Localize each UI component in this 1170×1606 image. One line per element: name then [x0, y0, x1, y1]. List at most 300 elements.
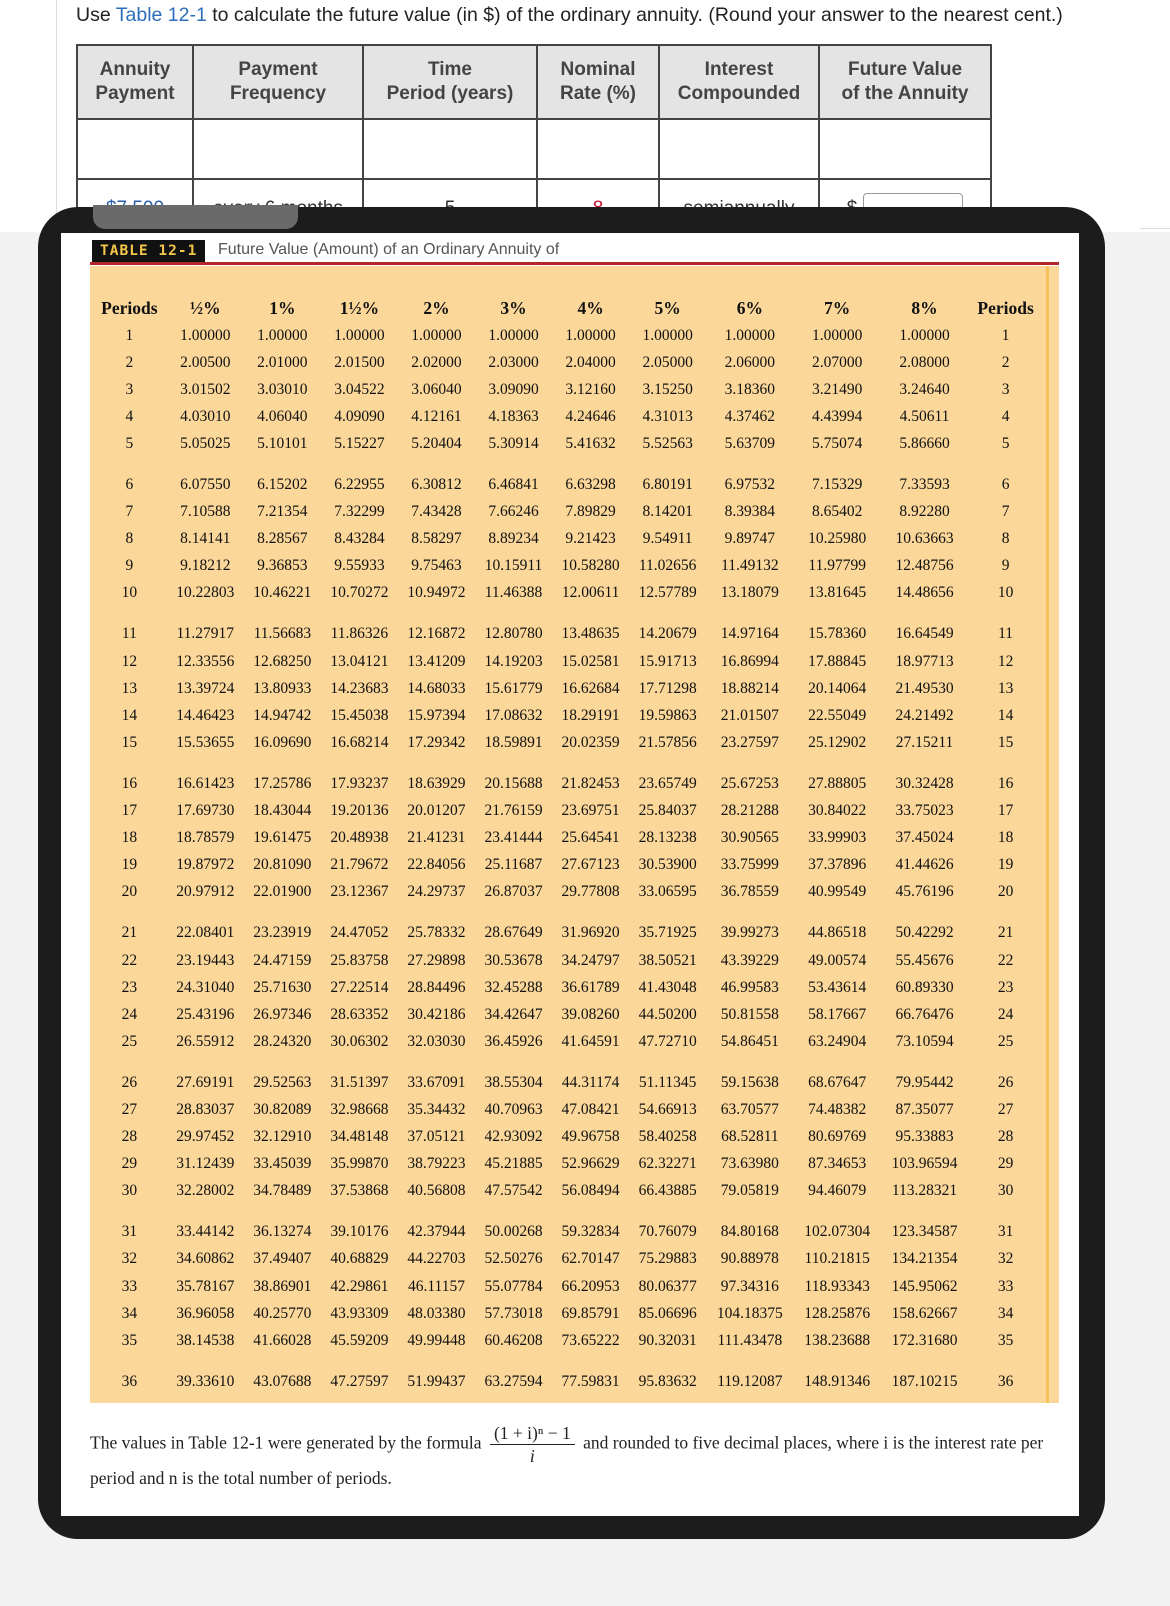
factor-cell: 1.00000	[411, 326, 462, 344]
rate-header: 7%	[824, 297, 851, 318]
factor-cell: 1.00000	[642, 326, 693, 344]
factor-cell: 80.69769	[808, 1128, 867, 1146]
factor-cell: 56.08494	[561, 1182, 620, 1200]
factor-cell: 14.19203	[484, 652, 543, 670]
rate-header: 1½%	[339, 297, 380, 318]
factor-cell: 4.12161	[411, 407, 462, 425]
factor-cell: 6.22955	[334, 476, 385, 494]
factor-cell: 42.29861	[330, 1277, 389, 1295]
factor-cell: 23.12367	[330, 883, 389, 901]
factor-cell: 12.80780	[484, 625, 543, 643]
period-cell: 20	[121, 883, 138, 901]
factor-cell: 6.07550	[180, 476, 231, 494]
factor-cell: 9.75463	[411, 557, 462, 575]
factor-cell: 62.32271	[638, 1155, 697, 1173]
factor-cell: 1.00000	[899, 326, 950, 344]
table-footnote	[90, 1422, 1065, 1490]
factor-cell: 5.20404	[411, 434, 462, 452]
factor-cell: 16.09690	[253, 733, 312, 751]
factor-cell: 41.44626	[895, 856, 954, 874]
row-group-gap	[92, 607, 1043, 621]
factor-cell: 24.47052	[330, 924, 389, 942]
factor-cell: 3.06040	[411, 380, 462, 398]
row-group-gap	[92, 1354, 1043, 1368]
factor-cell: 4.37462	[724, 407, 776, 425]
header-payment-frequency: Payment Frequency	[193, 45, 363, 119]
factor-cell: 41.66028	[253, 1331, 312, 1349]
factor-cell: 5.30914	[488, 434, 539, 452]
factor-cell: 3.04522	[334, 380, 385, 398]
factor-cell: 5.15227	[334, 434, 385, 452]
factor-cell: 5.75074	[811, 434, 863, 452]
factor-cell: 25.12902	[808, 733, 867, 751]
table-row	[92, 621, 1043, 648]
factor-cell: 2.08000	[899, 353, 950, 371]
factor-cell: 38.14538	[176, 1331, 235, 1349]
factor-cell: 22.84056	[407, 856, 466, 874]
factor-cell: 31.96920	[561, 924, 620, 942]
table-row	[92, 852, 1043, 879]
factor-cell: 16.61423	[176, 774, 235, 792]
factor-cell: 30.53678	[484, 951, 543, 969]
factor-cell: 18.97713	[895, 652, 954, 670]
table-row	[92, 825, 1043, 852]
period-cell: 7	[1001, 503, 1010, 521]
period-cell: 28	[997, 1128, 1014, 1146]
period-cell: 32	[121, 1250, 138, 1268]
period-cell: 1	[125, 326, 134, 344]
factor-cell: 36.96058	[176, 1304, 235, 1322]
factor-cell: 12.16872	[407, 625, 466, 643]
factor-cell: 21.41231	[407, 829, 466, 847]
factor-cell: 58.40258	[638, 1128, 697, 1146]
factor-cell: 4.18363	[488, 407, 539, 425]
factor-cell: 14.94742	[253, 706, 312, 724]
factor-cell: 6.80191	[642, 476, 693, 494]
factor-cell: 2.03000	[488, 353, 539, 371]
factor-cell: 28.13238	[638, 829, 697, 847]
period-cell: 9	[1001, 557, 1010, 575]
period-cell: 8	[125, 530, 134, 548]
factor-cell: 21.49530	[895, 679, 954, 697]
period-cell: 30	[121, 1182, 138, 1200]
factor-cell: 37.37896	[808, 856, 867, 874]
period-cell: 25	[997, 1032, 1014, 1050]
factor-cell: 94.46079	[808, 1182, 867, 1200]
factor-cell: 15.53655	[176, 733, 235, 751]
factor-cell: 12.33556	[176, 652, 235, 670]
table-row	[92, 471, 1043, 498]
factor-cell: 34.60862	[176, 1250, 235, 1268]
factor-cell: 11.86326	[330, 625, 389, 643]
factor-cell: 20.14064	[808, 679, 867, 697]
factor-cell: 27.69191	[176, 1073, 235, 1091]
formula	[490, 1422, 575, 1467]
factor-cell: 33.67091	[407, 1073, 466, 1091]
factor-cell: 12.48756	[895, 557, 954, 575]
factor-cell: 25.43196	[176, 1005, 235, 1023]
factor-cell: 77.59831	[561, 1372, 620, 1390]
factor-cell: 2.06000	[724, 353, 776, 371]
factor-cell: 53.43614	[808, 978, 867, 996]
factor-cell: 20.15688	[484, 774, 543, 792]
factor-cell: 52.50276	[484, 1250, 543, 1268]
factor-cell: 1.00000	[811, 326, 863, 344]
factor-cell: 7.66246	[488, 503, 539, 521]
factor-cell: 13.80933	[253, 679, 312, 697]
factor-cell: 27.29898	[407, 951, 466, 969]
factor-cell: 18.88214	[720, 679, 779, 697]
factor-cell: 15.45038	[330, 706, 389, 724]
table-title: Future Value (Amount) of an Ordinary Annuity of	[218, 241, 560, 258]
header-future-value: Future Value of the Annuity	[819, 45, 991, 119]
future-value-table-body	[92, 322, 1043, 1395]
factor-cell: 19.59863	[638, 706, 697, 724]
factor-cell: 113.28321	[891, 1182, 958, 1200]
factor-cell: 20.48938	[330, 829, 389, 847]
factor-cell: 66.43885	[638, 1182, 697, 1200]
factor-cell: 31.51397	[330, 1073, 389, 1091]
factor-cell: 26.87037	[484, 883, 543, 901]
factor-cell: 18.29191	[561, 706, 620, 724]
table-row	[92, 879, 1043, 906]
factor-cell: 12.68250	[253, 652, 312, 670]
periods-header: Periods	[977, 297, 1034, 318]
factor-cell: 68.67647	[808, 1073, 867, 1091]
factor-cell: 15.78360	[808, 625, 867, 643]
header-interest-compounded: Interest Compounded	[659, 45, 819, 119]
factor-cell: 44.22703	[407, 1250, 466, 1268]
factor-cell: 45.76196	[895, 883, 954, 901]
factor-cell: 47.72710	[638, 1032, 697, 1050]
period-cell: 21	[121, 924, 138, 942]
factor-cell: 58.17667	[808, 1005, 867, 1023]
period-cell: 13	[121, 679, 138, 697]
factor-cell: 8.14201	[642, 503, 693, 521]
factor-cell: 36.61789	[561, 978, 620, 996]
factor-cell: 21.57856	[638, 733, 697, 751]
factor-cell: 84.80168	[720, 1223, 779, 1241]
factor-cell: 3.15250	[642, 380, 693, 398]
factor-cell: 50.00268	[484, 1223, 543, 1241]
future-value-table	[92, 294, 1043, 1395]
period-cell: 15	[997, 733, 1014, 751]
panel-divider	[1140, 228, 1170, 229]
factor-cell: 3.12160	[565, 380, 616, 398]
factor-cell: 9.18212	[180, 557, 231, 575]
factor-cell: 2.04000	[565, 353, 616, 371]
question-panel	[0, 0, 1170, 232]
factor-cell: 8.58297	[411, 530, 462, 548]
factor-cell: 172.31680	[891, 1331, 958, 1349]
factor-cell: 18.59891	[484, 733, 543, 751]
factor-cell: 17.88845	[808, 652, 867, 670]
factor-cell: 27.88805	[808, 774, 867, 792]
factor-cell: 29.97452	[176, 1128, 235, 1146]
table-row	[92, 1368, 1043, 1395]
factor-cell: 148.91346	[804, 1372, 871, 1390]
factor-cell: 48.03380	[407, 1304, 466, 1322]
factor-cell: 44.86518	[808, 924, 867, 942]
table-label: TABLE 12-1	[92, 240, 205, 262]
factor-cell: 23.27597	[720, 733, 779, 751]
factor-cell: 63.24904	[808, 1032, 867, 1050]
period-cell: 34	[121, 1304, 138, 1322]
factor-cell: 29.52563	[253, 1073, 312, 1091]
factor-cell: 20.01207	[407, 802, 466, 820]
rate-header: 2%	[423, 297, 450, 318]
factor-cell: 30.90565	[720, 829, 779, 847]
table-row	[92, 1028, 1043, 1055]
factor-cell: 8.89234	[488, 530, 539, 548]
footnote-before: The values in Table 12-1 were generated by the formula	[90, 1432, 482, 1453]
factor-cell: 75.29883	[638, 1250, 697, 1268]
table-row	[92, 798, 1043, 825]
factor-cell: 30.82089	[253, 1100, 312, 1118]
factor-cell: 17.93237	[330, 774, 389, 792]
table-row	[92, 1151, 1043, 1178]
factor-cell: 73.63980	[720, 1155, 779, 1173]
factor-cell: 1.00000	[180, 326, 231, 344]
table-row	[92, 403, 1043, 430]
rate-header: 6%	[736, 297, 763, 318]
period-cell: 36	[121, 1372, 138, 1390]
factor-cell: 3.18360	[724, 380, 776, 398]
factor-cell: 45.59209	[330, 1331, 389, 1349]
factor-cell: 40.25770	[253, 1304, 312, 1322]
table-row	[92, 702, 1043, 729]
period-cell: 10	[121, 584, 138, 602]
factor-cell: 4.09090	[334, 407, 385, 425]
factor-cell: 5.10101	[257, 434, 308, 452]
factor-cell: 33.99903	[808, 829, 867, 847]
factor-cell: 11.46388	[484, 584, 543, 602]
factor-cell: 1.00000	[257, 326, 308, 344]
period-cell: 5	[1001, 434, 1010, 452]
factor-cell: 97.34316	[720, 1277, 779, 1295]
period-cell: 35	[997, 1331, 1014, 1349]
factor-cell: 33.75999	[720, 856, 779, 874]
factor-cell: 32.03030	[407, 1032, 466, 1050]
factor-cell: 60.89330	[895, 978, 954, 996]
factor-cell: 134.21354	[891, 1250, 958, 1268]
period-cell: 6	[1001, 476, 1010, 494]
period-cell: 34	[997, 1304, 1014, 1322]
factor-cell: 28.24320	[253, 1032, 312, 1050]
factor-cell: 43.07688	[253, 1372, 312, 1390]
factor-cell: 44.31174	[561, 1073, 620, 1091]
factor-cell: 10.22803	[176, 584, 235, 602]
table-row	[92, 1273, 1043, 1300]
factor-cell: 111.43478	[717, 1331, 783, 1349]
factor-cell: 3.09090	[488, 380, 539, 398]
period-cell: 36	[997, 1372, 1014, 1390]
factor-cell: 35.71925	[638, 924, 697, 942]
factor-cell: 32.98668	[330, 1100, 389, 1118]
factor-cell: 187.10215	[891, 1372, 958, 1390]
period-cell: 13	[997, 679, 1014, 697]
table-row	[92, 499, 1043, 526]
factor-cell: 34.24797	[561, 951, 620, 969]
period-cell: 12	[997, 652, 1014, 670]
factor-cell: 7.33593	[899, 476, 950, 494]
factor-cell: 10.46221	[253, 584, 312, 602]
factor-cell: 20.97912	[176, 883, 235, 901]
factor-cell: 21.76159	[484, 802, 543, 820]
factor-cell: 47.27597	[330, 1372, 389, 1390]
factor-cell: 42.93092	[484, 1128, 543, 1146]
factor-cell: 28.21288	[720, 802, 779, 820]
factor-cell: 9.89747	[724, 530, 776, 548]
factor-cell: 14.68033	[407, 679, 466, 697]
factor-cell: 5.63709	[724, 434, 776, 452]
factor-cell: 38.55304	[484, 1073, 543, 1091]
period-cell: 16	[997, 774, 1014, 792]
factor-cell: 17.25786	[253, 774, 312, 792]
factor-cell: 13.39724	[176, 679, 235, 697]
factor-cell: 32.45288	[484, 978, 543, 996]
period-cell: 3	[125, 380, 134, 398]
factor-cell: 66.76476	[895, 1005, 954, 1023]
factor-cell: 39.33610	[176, 1372, 235, 1390]
factor-cell: 15.02581	[561, 652, 620, 670]
table-rule	[90, 262, 1059, 265]
factor-cell: 1.00000	[334, 326, 385, 344]
factor-cell: 128.25876	[804, 1304, 871, 1322]
formula-denominator: i	[529, 1446, 535, 1466]
table-row	[92, 675, 1043, 702]
factor-cell: 73.10594	[895, 1032, 954, 1050]
factor-cell: 12.57789	[638, 584, 697, 602]
factor-cell: 37.45024	[895, 829, 954, 847]
factor-cell: 158.62667	[891, 1304, 958, 1322]
factor-cell: 103.96594	[891, 1155, 958, 1173]
factor-cell: 18.78579	[176, 829, 235, 847]
factor-cell: 32.28002	[176, 1182, 235, 1200]
factor-cell: 17.08632	[484, 706, 543, 724]
period-cell: 15	[121, 733, 138, 751]
formula-numerator: (1 + i)ⁿ − 1	[490, 1422, 575, 1445]
factor-cell: 43.39229	[720, 951, 779, 969]
factor-cell: 14.20679	[638, 625, 697, 643]
factor-cell: 36.45926	[484, 1032, 543, 1050]
factor-cell: 22.08401	[176, 924, 235, 942]
question-suffix: to calculate the future value (in $) of the ordinary annuity. (Round your answer to the nearest cent.)	[206, 4, 1063, 26]
period-cell: 22	[997, 951, 1014, 969]
factor-cell: 10.15911	[484, 557, 543, 575]
factor-cell: 145.95062	[891, 1277, 958, 1295]
factor-cell: 60.46208	[484, 1331, 543, 1349]
factor-cell: 110.21815	[804, 1250, 870, 1268]
factor-cell: 14.23683	[330, 679, 389, 697]
table-row	[92, 430, 1043, 457]
period-cell: 11	[121, 625, 137, 643]
factor-cell: 3.24640	[899, 380, 950, 398]
factor-cell: 25.11687	[484, 856, 543, 874]
period-cell: 32	[997, 1250, 1014, 1268]
period-cell: 30	[997, 1182, 1014, 1200]
factor-cell: 35.99870	[330, 1155, 389, 1173]
factor-cell: 6.15202	[257, 476, 308, 494]
rate-header: 5%	[654, 297, 681, 318]
period-cell: 22	[121, 951, 138, 969]
factor-cell: 13.18079	[720, 584, 779, 602]
factor-cell: 7.15329	[811, 476, 863, 494]
table-row	[92, 648, 1043, 675]
factor-cell: 73.65222	[561, 1331, 620, 1349]
factor-cell: 31.12439	[176, 1155, 235, 1173]
factor-cell: 14.97164	[720, 625, 779, 643]
period-cell: 28	[121, 1128, 138, 1146]
factor-cell: 22.55049	[808, 706, 867, 724]
factor-cell: 10.25980	[808, 530, 867, 548]
factor-cell: 25.67253	[720, 774, 779, 792]
factor-cell: 59.32834	[561, 1223, 620, 1241]
factor-cell: 20.02359	[561, 733, 620, 751]
factor-cell: 25.71630	[253, 978, 312, 996]
factor-cell: 33.44142	[176, 1223, 235, 1241]
factor-cell: 15.91713	[638, 652, 697, 670]
factor-cell: 33.06595	[638, 883, 697, 901]
factor-cell: 138.23688	[804, 1331, 871, 1349]
factor-cell: 40.70963	[484, 1100, 543, 1118]
factor-cell: 2.01000	[257, 353, 308, 371]
factor-cell: 28.84496	[407, 978, 466, 996]
rate-header: 8%	[911, 297, 938, 318]
factor-cell: 33.75023	[895, 802, 954, 820]
period-cell: 18	[121, 829, 138, 847]
factor-cell: 119.12087	[717, 1372, 783, 1390]
table-row	[92, 1219, 1043, 1246]
factor-cell: 74.48382	[808, 1100, 867, 1118]
factor-cell: 3.03010	[257, 380, 308, 398]
factor-cell: 68.52811	[721, 1128, 779, 1146]
factor-cell: 43.93309	[330, 1304, 389, 1322]
table-row	[92, 729, 1043, 756]
factor-cell: 39.10176	[330, 1223, 389, 1241]
period-cell: 2	[125, 353, 134, 371]
period-cell: 21	[997, 924, 1014, 942]
factor-cell: 25.64541	[561, 829, 620, 847]
factor-cell: 54.86451	[720, 1032, 779, 1050]
table-row	[92, 920, 1043, 947]
header-time-period: Time Period (years)	[363, 45, 537, 119]
factor-cell: 14.46423	[176, 706, 235, 724]
table-link[interactable]: Table 12-1	[115, 4, 207, 26]
factor-cell: 95.33883	[895, 1128, 954, 1146]
factor-cell: 6.63298	[565, 476, 616, 494]
rate-header: ½%	[189, 297, 221, 318]
factor-cell: 52.96629	[561, 1155, 620, 1173]
factor-cell: 27.67123	[561, 856, 620, 874]
factor-cell: 42.37944	[407, 1223, 466, 1241]
period-cell: 26	[997, 1073, 1014, 1091]
factor-cell: 17.29342	[407, 733, 466, 751]
factor-cell: 19.20136	[330, 802, 389, 820]
factor-cell: 50.81558	[720, 1005, 779, 1023]
factor-cell: 13.41209	[407, 652, 466, 670]
question-prefix: Use	[76, 4, 116, 26]
factor-cell: 11.02656	[638, 557, 697, 575]
period-cell: 26	[121, 1073, 138, 1091]
factor-cell: 40.56808	[407, 1182, 466, 1200]
table-row	[92, 1300, 1043, 1327]
factor-cell: 30.42186	[407, 1005, 466, 1023]
table-row	[92, 974, 1043, 1001]
factor-cell: 10.70272	[330, 584, 389, 602]
factor-cell: 13.81645	[808, 584, 867, 602]
table-row	[92, 376, 1043, 403]
